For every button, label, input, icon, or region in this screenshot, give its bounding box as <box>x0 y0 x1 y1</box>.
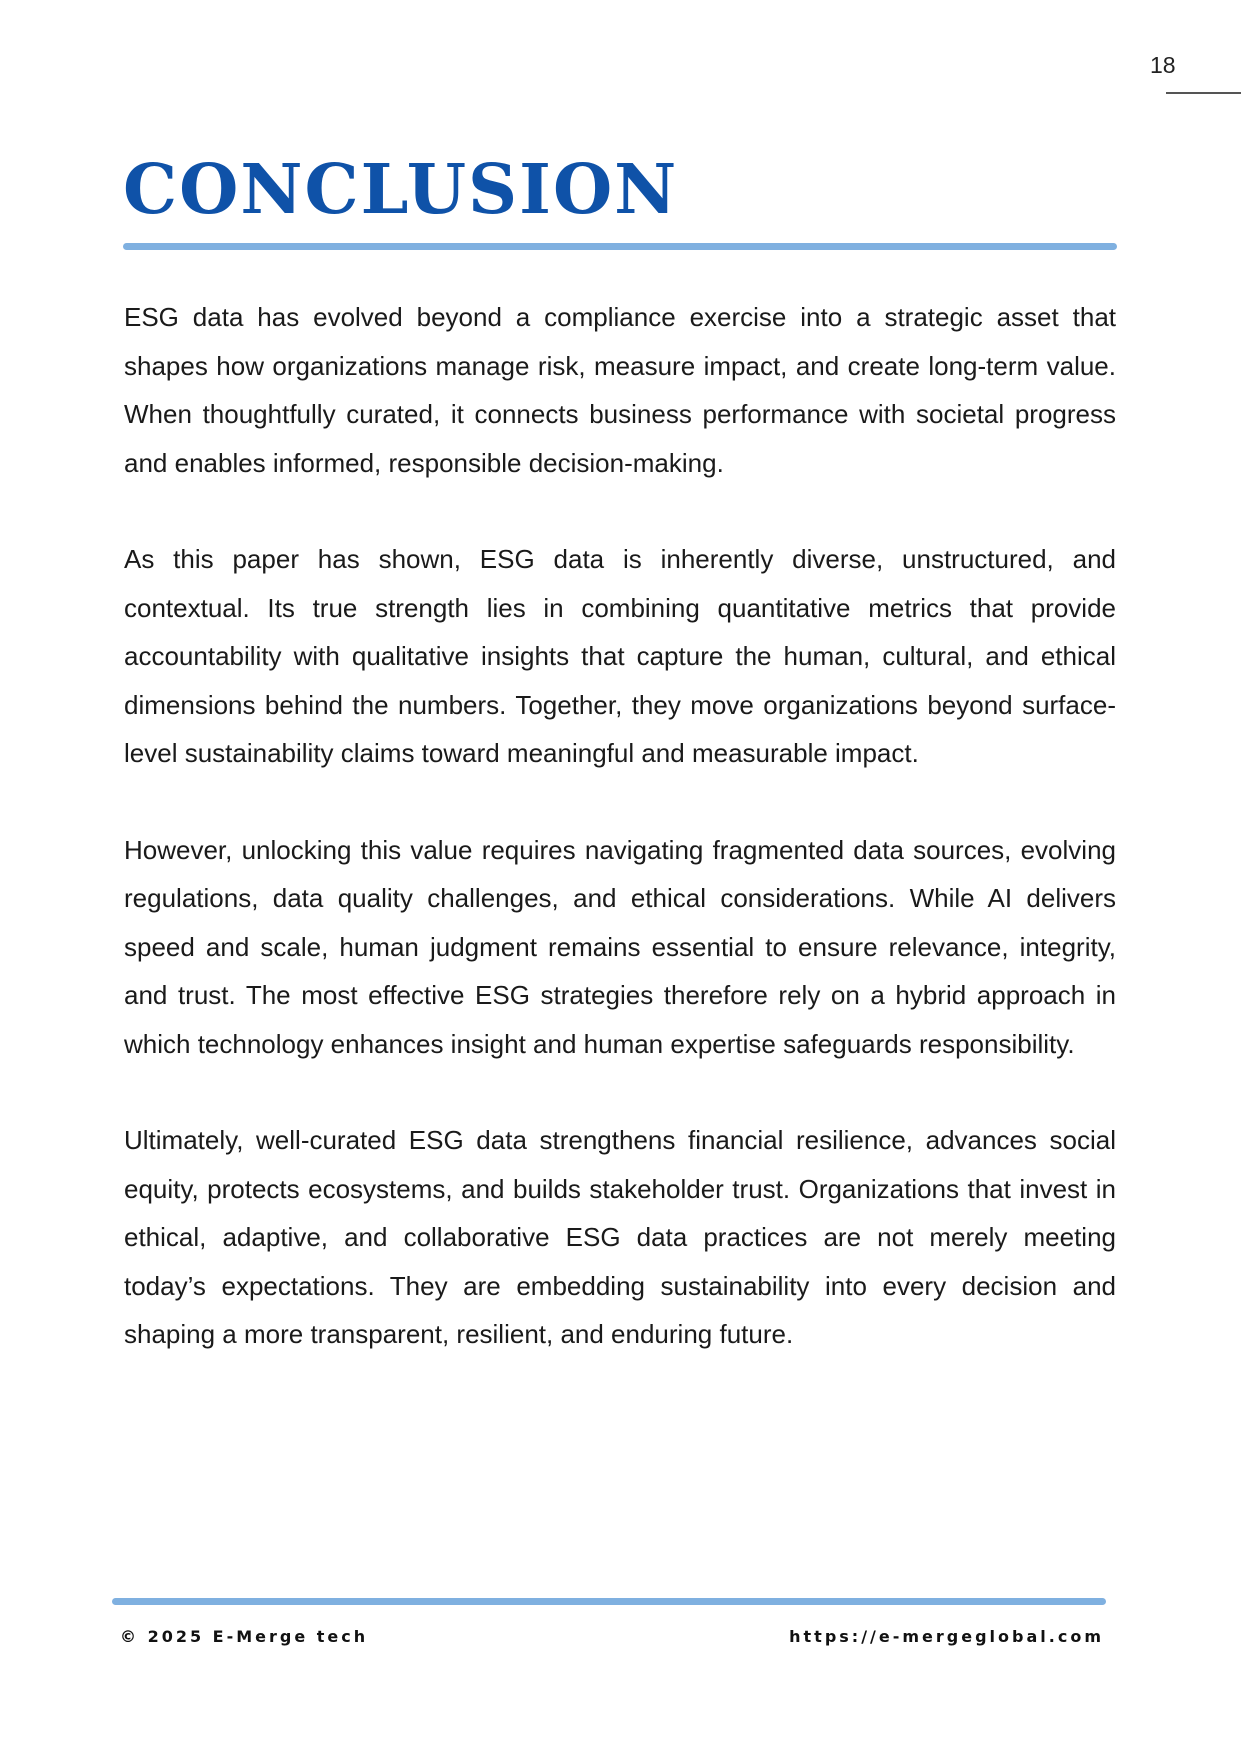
page-number-divider <box>1166 92 1241 94</box>
paragraph: ESG data has evolved beyond a compliance exercise into a strategic asset that shapes how organizations manage risk, measure impact, and create long-term value. When thoughtfully curated, it connects business performance with societal progress and enables informed, responsible decision-making. <box>124 302 1116 478</box>
title-divider <box>123 243 1117 250</box>
conclusion-body <box>124 293 1116 1407</box>
footer-url-link[interactable]: https://e-mergeglobal.com <box>789 1627 1104 1646</box>
paragraph: However, unlocking this value requires navigating fragmented data sources, evolving regulations, data quality challenges, and ethical considerations. While AI delivers speed and scale, human judgment remains essential to ensure relevance, integrity, and trust. The most effective ESG strategies therefore rely on a hybrid approach in which technology enhances insight and human expertise safeguards responsibility. <box>124 834 1116 1059</box>
paragraph: As this paper has shown, ESG data is inherently diverse, unstructured, and contextual. Its true strength lies in combining quantitative metrics that provide accountability with qualitative insights that capture the human, cultural, and ethical dimensions behind the numbers. Together, they move organizations beyond surface-level sustainability claims toward meaningful and measurable impact. <box>124 544 1116 768</box>
footer-copyright: © 2025 E-Merge tech <box>120 1627 369 1646</box>
page-number: 18 <box>1150 52 1176 78</box>
paragraph: Ultimately, well-curated ESG data strengthens financial resilience, advances social equity, protects ecosystems, and builds stakeholder trust. Organizations that invest in ethical, adaptive, and collaborative ESG data practices are not merely meeting today’s expectations. They are embedding sustainability into every decision and shaping a more transparent, resilient, and enduring future. <box>124 1125 1116 1349</box>
footer-divider <box>112 1598 1106 1605</box>
page-title: CONCLUSION <box>123 150 679 230</box>
